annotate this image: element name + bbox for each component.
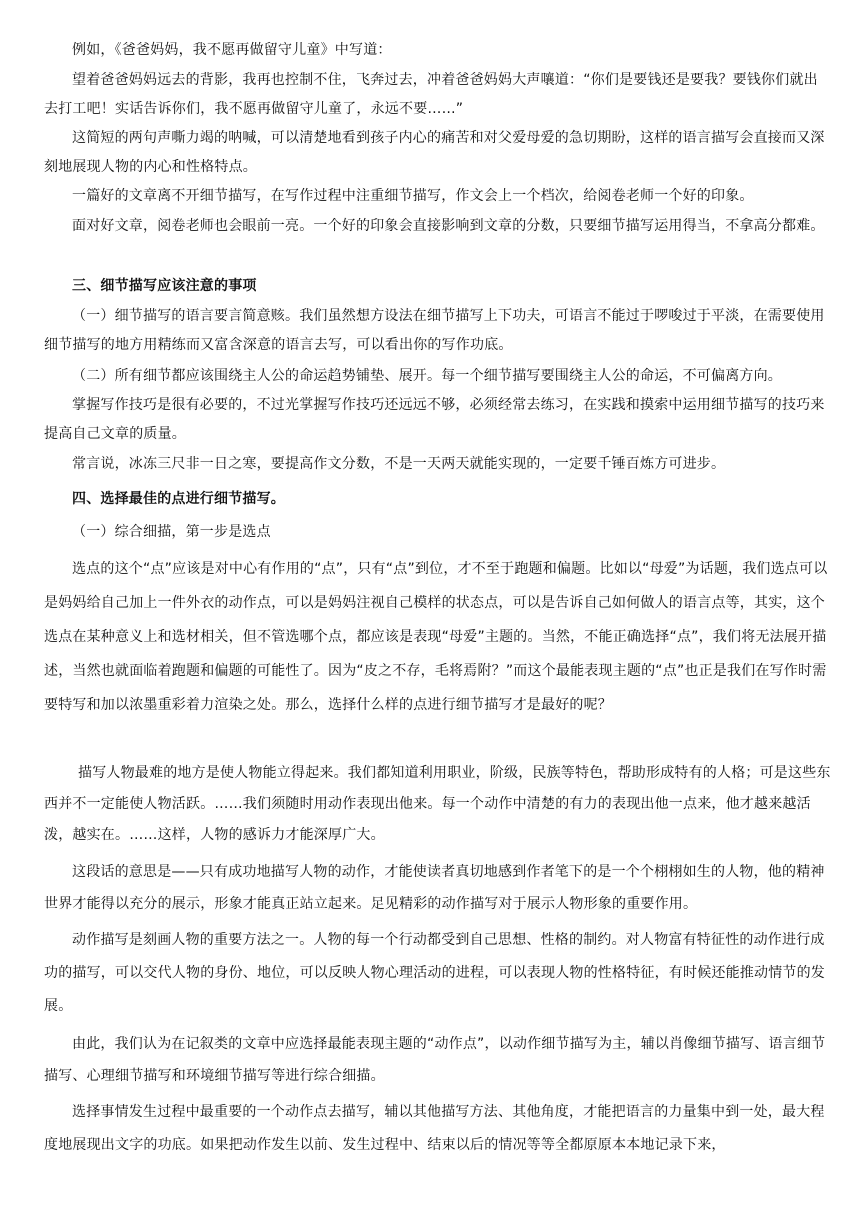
paragraph-good-article: 一篇好的文章离不开细节描写，在写作过程中注重细节描写，作文会上一个档次，给阅卷老师一个好的印象。 [72, 188, 754, 204]
paragraph-analysis: 这简短的两句声嘶力竭的呐喊，可以清楚地看到孩子内心的痛苦和对父爱母爱的急切期盼，这样的语言描写会直接而又深刻地展现人物的内心和性格特点。 [44, 130, 825, 175]
paragraph-example-intro: 例如，《爸爸妈妈，我不愿再做留守儿童》中写道： [72, 42, 392, 58]
paragraph-point-1: （一）细节描写的语言要言简意赅。我们虽然想方设法在细节描写上下功夫，可语言不能过于啰唆过于平淡，在需要使用细节描写的地方用精练而又富含深意的语言去写，可以看出你的写作功底。 [44, 308, 825, 353]
paragraph-proverb: 常言说，冰冻三尺非一日之寒，要提高作文分数，不是一天两天就能实现的，一定要千锤百炼方可进步。 [72, 456, 726, 472]
paragraph-conclusion: 由此，我们认为在记叙类的文章中应选择最能表现主题的“动作点”，以动作细节描写为主，辅以肖像细节描写、语言细节描写、心理细节描写和环境细节描写等进行综合细描。 [44, 1036, 826, 1084]
paragraph-meaning: 这段话的意思是——只有成功地描写人物的动作，才能使读者真切地感到作者笔下的是一个个栩栩如生的人物，他的精神世界才能得以充分的展示，形象才能真正站立起来。足见精彩的动作描写对于展示人物形象的重要作用。 [44, 864, 825, 912]
paragraph-action-description: 动作描写是刻画人物的重要方法之一。人物的每一个行动都受到自己思想、性格的制约。对人物富有特征性的动作进行成功的描写，可以交代人物的身份、地位，可以反映人物心理活动的进程，可以表现人物的性格特征，有时候还能推动情节的发展。 [44, 932, 825, 1014]
paragraph-quote-characters: 描写人物最难的地方是使人物能立得起来。我们都知道利用职业，阶级，民族等特色，帮助形成特有的人格；可是这些东西并不一定能使人物活跃。……我们须随时用动作表现出他来。每一个动作中清楚的有力的表现出他一点来，他才越来越活泼，越实在。……这样，人物的感诉力才能深厚广大。 [44, 765, 831, 843]
paragraph-select-point: 选点的这个“点”应该是对中心有作用的“点”，只有“点”到位，才不至于跑题和偏题。比如以“母爱”为话题，我们选点可以是妈妈给自己加上一件外衣的动作点，可以是妈妈注视自己模样的状态点，可以是告诉自己如何做人的语言点等，其实，这个选点在某种意义上和选材相关，但不管选哪个点，都应该是表现“母爱”主题的。当然，不能正确选择“点”，我们将无法展开描述，当然也就面临着跑题和偏题的可能性了。因为“皮之不存，毛将焉附？”而这个最能表现主题的“点”也正是我们在写作时需要特写和加以浓墨重彩着力渲染之处。那么，选择什么样的点进行细节描写才是最好的呢？ [44, 561, 828, 713]
paragraph-final: 选择事情发生过程中最重要的一个动作点去描写，辅以其他描写方法、其他角度，才能把语言的力量集中到一处，最大程度地展现出文字的功底。如果把动作发生以前、发生过程中、结束以后的情况等等全都原原本本地记录下来， [44, 1104, 825, 1153]
section-heading-3: 三、细节描写应该注意的事项 [72, 278, 257, 294]
subheading-step-1: （一）综合细描，第一步是选点 [72, 524, 271, 540]
paragraph-good-impression: 面对好文章，阅卷老师也会眼前一亮。一个好的印象会直接影响到文章的分数，只要细节描写运用得当，不拿高分都难。 [72, 218, 825, 234]
paragraph-skills: 掌握写作技巧是很有必要的，不过光掌握写作技巧还远远不够，必须经常去练习，在实践和摸索中运用细节描写的技巧来提高自己文章的质量。 [44, 397, 825, 442]
paragraph-quote: 望着爸爸妈妈远去的背影，我再也控制不住，飞奔过去，冲着爸爸妈妈大声嚷道：“你们是要钱还是要我？要钱你们就出去打工吧！实话告诉你们，我不愿再做留守儿童了，永远不要……” [44, 72, 818, 117]
section-heading-4: 四、选择最佳的点进行细节描写。 [72, 491, 285, 507]
paragraph-point-2: （二）所有细节都应该围绕主人公的命运趋势铺垫、展开。每一个细节描写要围绕主人公的命运，不可偏离方向。 [72, 368, 782, 384]
